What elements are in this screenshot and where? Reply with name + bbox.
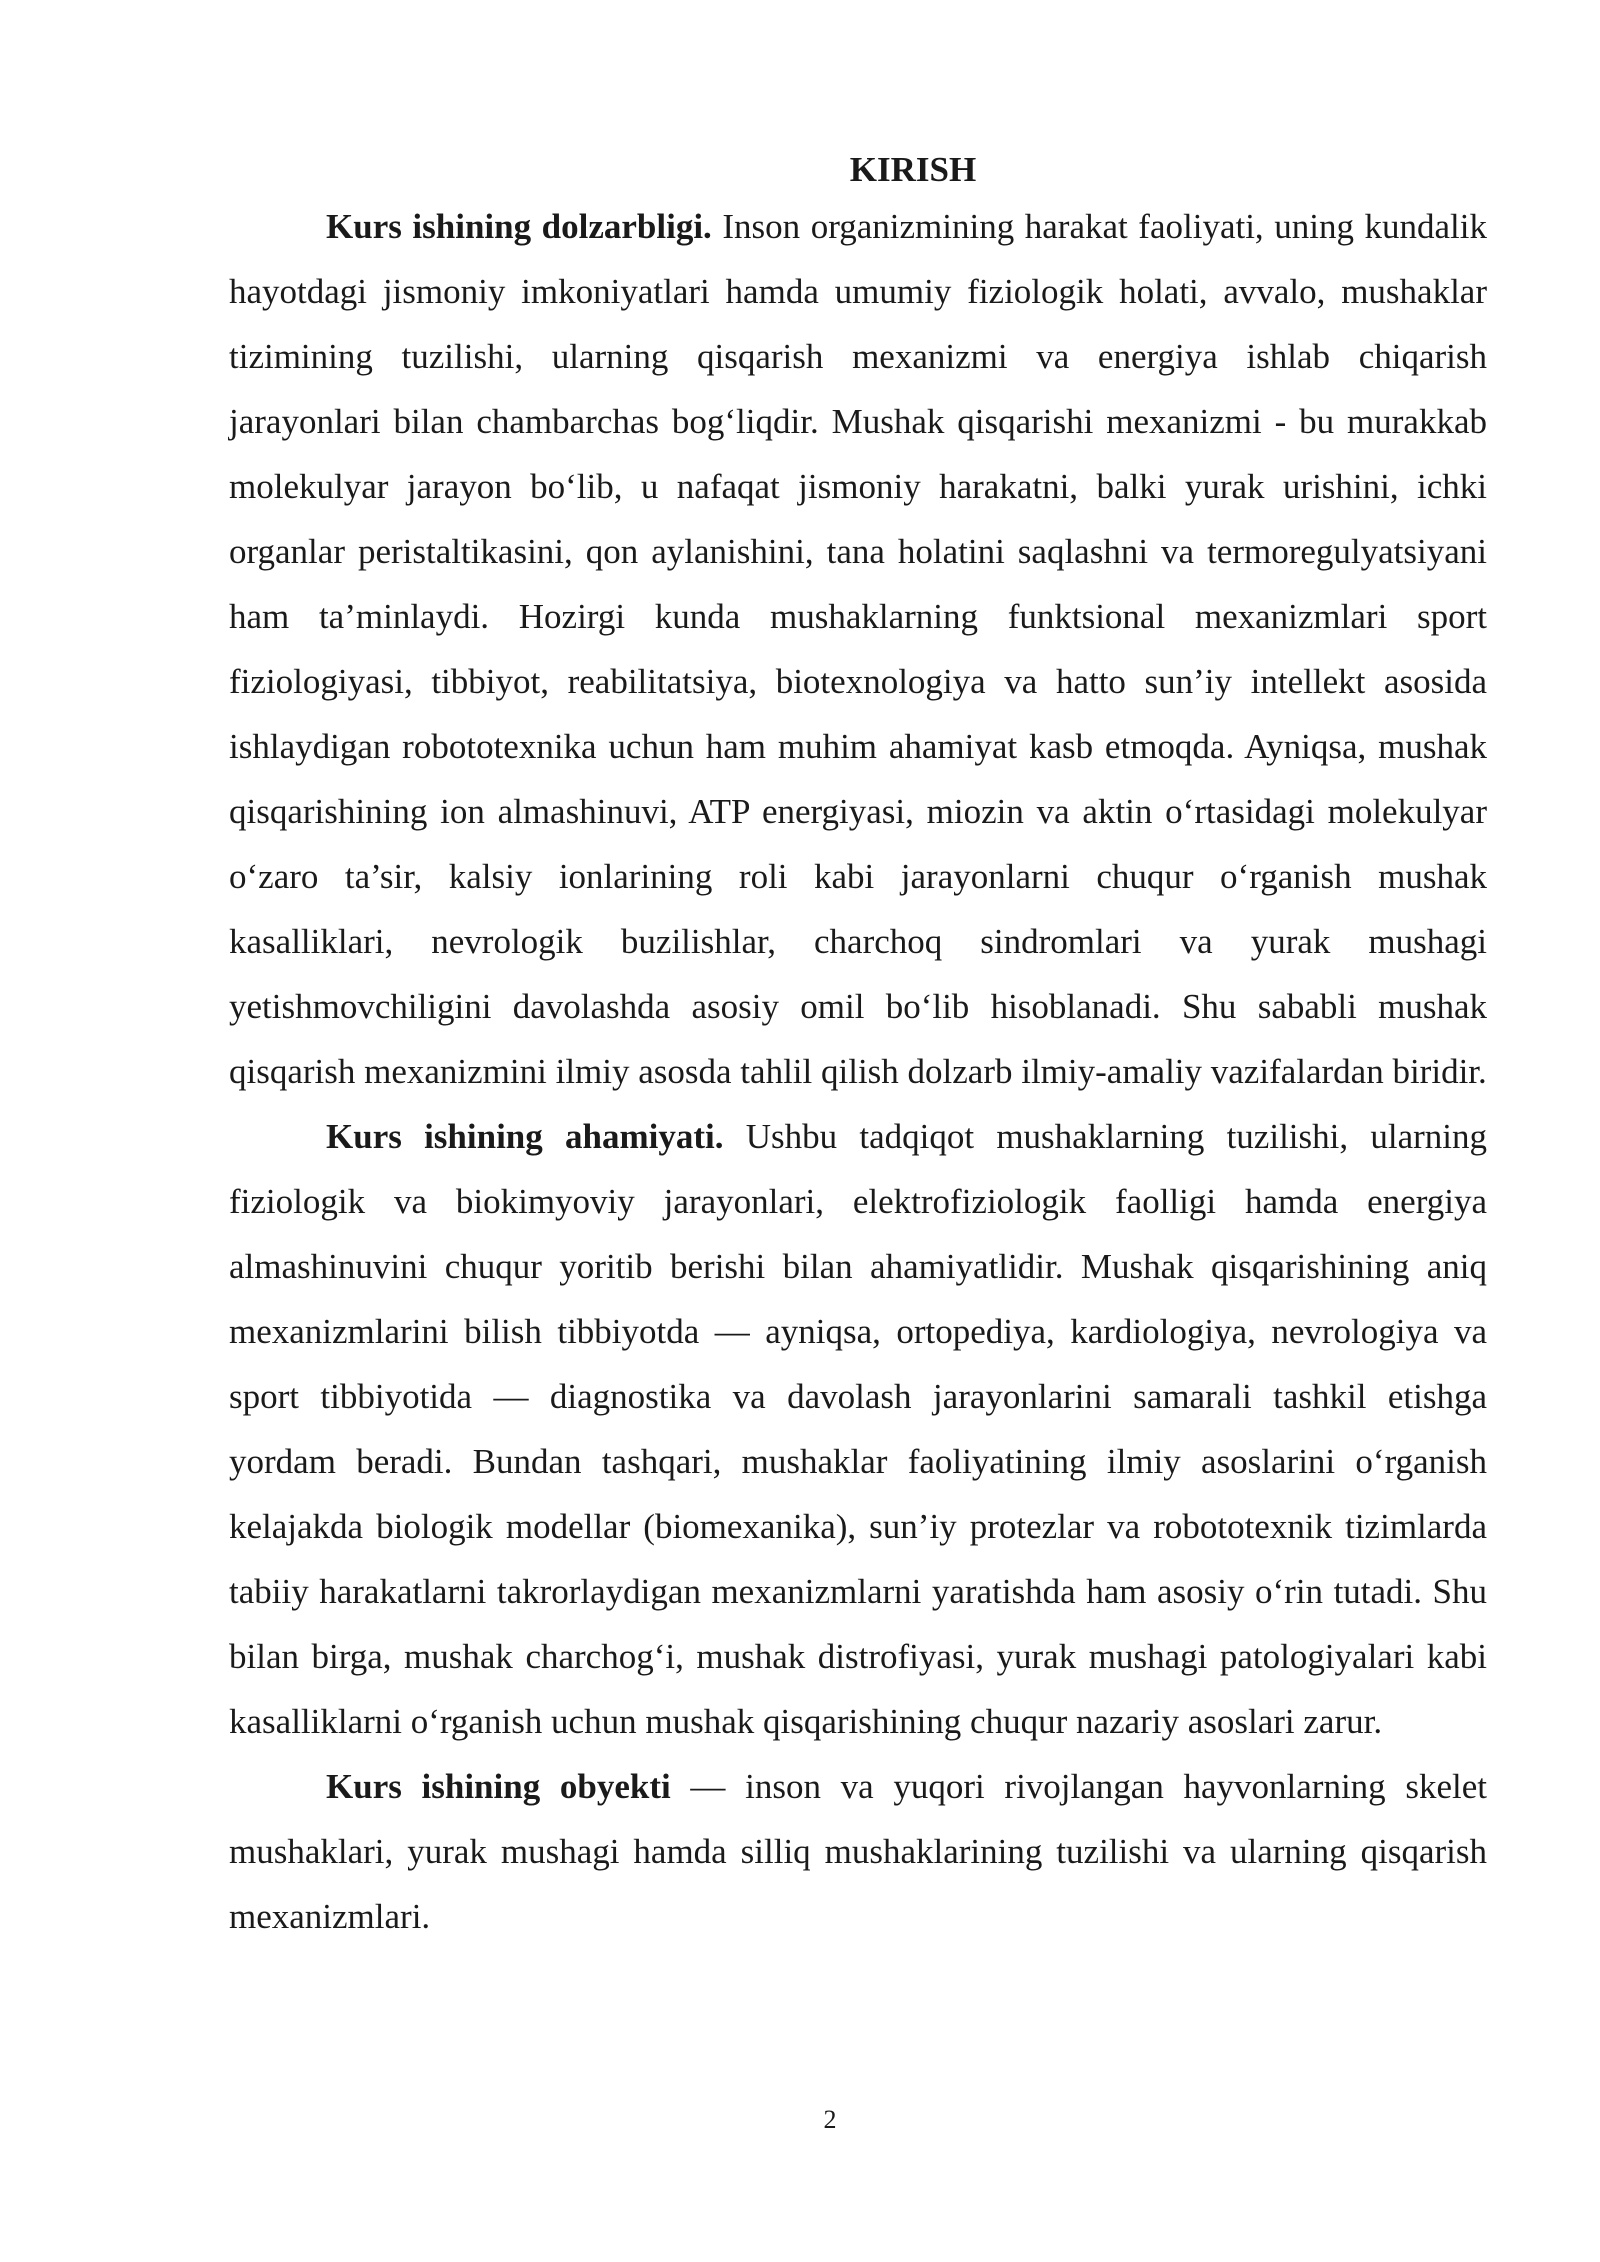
paragraph-text: Inson organizmining harakat faoliyati, uning kundalik hayotdagi jismoniy imkoniyatlari hamda umumiy fiziologik holati, avvalo, mushaklar tizimining tuzilishi, ularning qisqarish mexanizmi va energiya ishlab chiqarish jarayonlari bilan chambarchas bog‘liqdir. Mushak qisqarishi mexanizmi - bu murakkab molekulyar jarayon bo‘lib, u nafaqat jismoniy harakatni, balki yurak urishini, ichki organlar peristaltikasini, qon aylanishini, tana holatini saqlashni va termoregulyatsiyani ham ta’minlaydi. Hozirgi kunda mushaklarning funktsional mexanizmlari sport fiziologiyasi, tibbiyot, reabilitatsiya, biotexnologiya va hatto sun’iy intellekt asosida ishlaydigan robototexnika uchun ham muhim ahamiyat kasb etmoqda. Ayniqsa, mushak qisqarishining ion almashinuvi, ATP energiyasi, miozin va aktin o‘rtasidagi molekulyar o‘zaro ta’sir, kalsiy ionlarining roli kabi jarayonlarni chuqur o‘rganish mushak kasalliklari, nevrologik buzilishlar, charchoq sindromlari va yurak mushagi yetishmovchiligini davolashda asosiy omil bo‘lib hisoblanadi. Shu sababli mushak qisqarish mexanizmini ilmiy asosda tahlil qilish dolzarb ilmiy-amaliy vazifalardan biridir. — [229, 207, 1488, 1091]
paragraph-lead: Kurs ishining ahamiyati. — [326, 1117, 724, 1156]
paragraph-lead: Kurs ishining obyekti — [326, 1767, 671, 1806]
paragraph-text: — inson va yuqori rivojlangan hayvonlarning skelet mushaklari, yurak mushagi hamda silliq mushaklarining tuzilishi va ularning qisqarish mexanizmlari. — [229, 1767, 1487, 1936]
paragraph-object — [229, 1754, 1487, 1949]
paragraph-lead: Kurs ishining dolzarbligi. — [326, 207, 712, 246]
paragraph-relevance — [229, 194, 1487, 1104]
page-title: KIRISH — [849, 150, 977, 189]
paragraph-text: Ushbu tadqiqot mushaklarning tuzilishi, ularning fiziologik va biokimyoviy jarayonlari, elektrofiziologik faolligi hamda energiya almashinuvini chuqur yoritib berishi bilan ahamiyatlidir. Mushak qisqarishining aniq mexanizmlarini bilish tibbiyotda — ayniqsa, ortopediya, kardiologiya, nevrologiya va sport tibbiyotida — diagnostika va davolash jarayonlarini samarali tashkil etishga yordam beradi. Bundan tashqari, mushaklar faoliyatining ilmiy asoslarini o‘rganish kelajakda biologik modellar (biomexanika), sun’iy protezlar va robototexnik tizimlarda tabiiy harakatlarni takrorlaydigan mexanizmlarni yaratishda ham asosiy o‘rin tutadi. Shu bilan birga, mushak charchog‘i, mushak distrofiyasi, yurak mushagi patologiyalari kabi kasalliklarni o‘rganish uchun mushak qisqarishining chuqur nazariy asoslari zarur. — [229, 1117, 1487, 1741]
page-number: 2 — [823, 2105, 837, 2134]
paragraph-significance — [229, 1104, 1487, 1754]
page-content — [229, 150, 1487, 1949]
